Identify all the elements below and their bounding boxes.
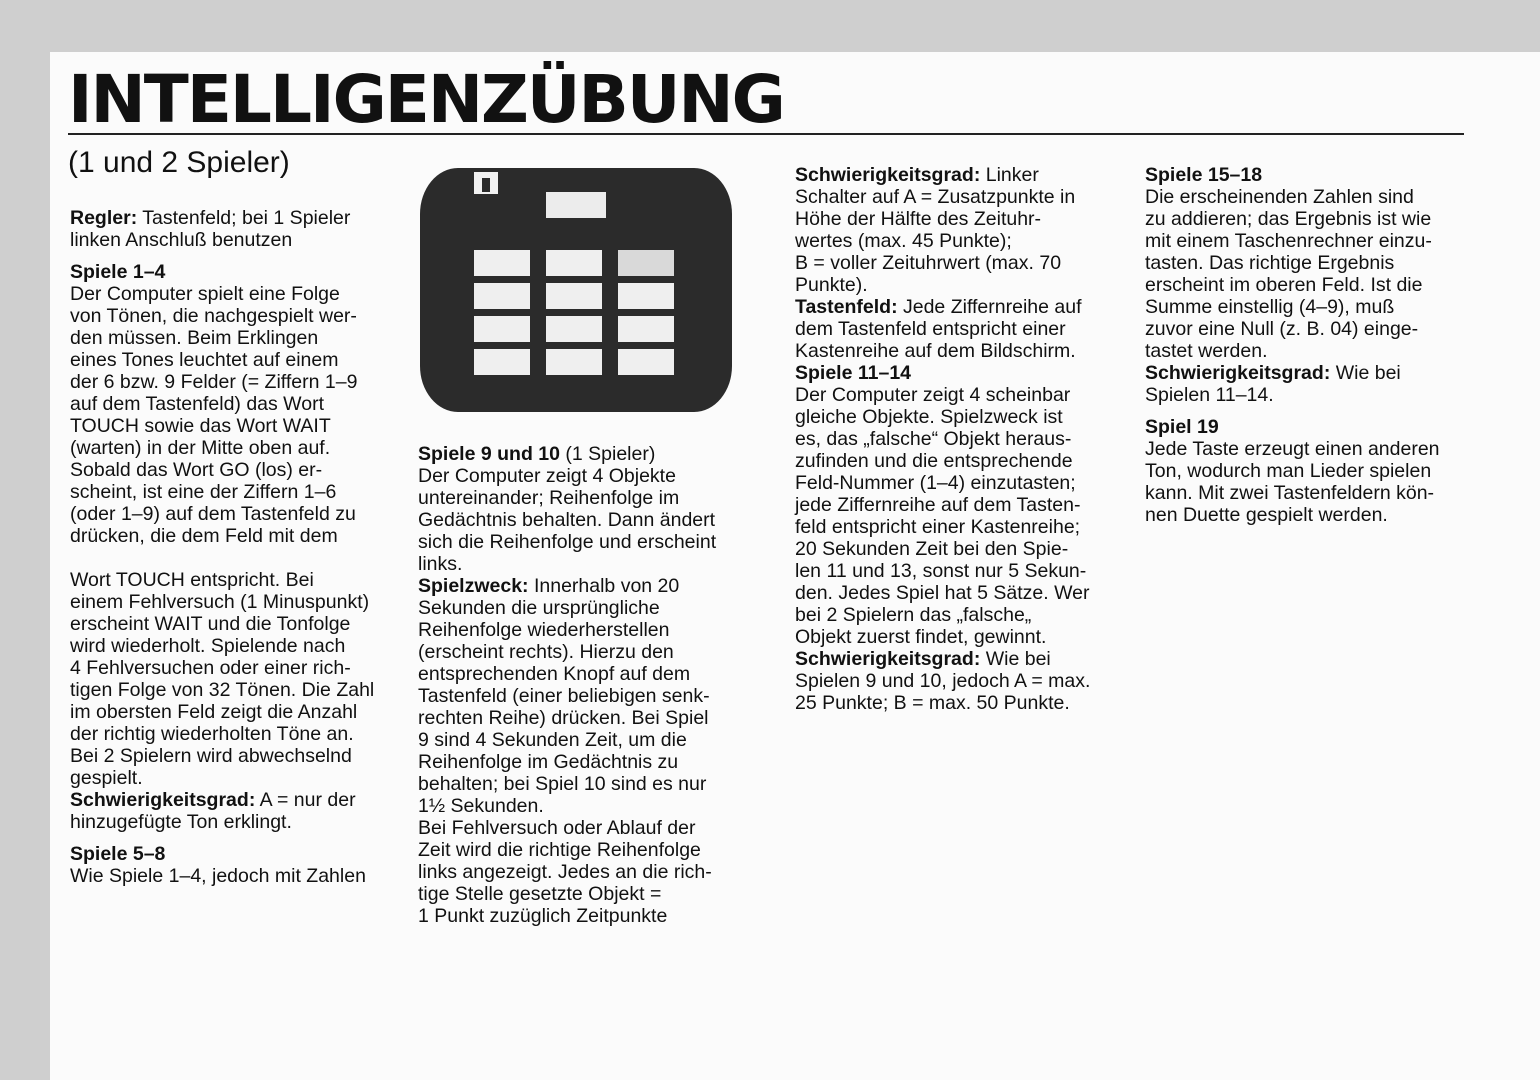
text-line (418, 597, 716, 619)
text-line (70, 635, 374, 657)
text-line (70, 525, 374, 547)
text-run: Die erscheinenden Zahlen sind (1145, 186, 1414, 208)
text-run: der richtig wiederholten Töne an. (70, 723, 354, 745)
field-cell (618, 349, 674, 375)
text-line (418, 509, 716, 531)
text-line (795, 208, 1090, 230)
text-run: Der Computer zeigt 4 scheinbar (795, 384, 1071, 406)
text-run: 25 Punkte; B = max. 50 Punkte. (795, 692, 1070, 714)
field-cell (546, 283, 602, 309)
text-line (418, 553, 716, 575)
text-run: erscheint WAIT und die Tonfolge (70, 613, 351, 635)
field-cell (474, 250, 530, 276)
text-line (70, 327, 374, 349)
field-cell (546, 250, 602, 276)
text-line (70, 657, 374, 679)
text-run: Summe einstellig (4–9), muß (1145, 296, 1395, 318)
text-line (418, 729, 716, 751)
text-line (70, 679, 374, 701)
text-line (418, 685, 716, 707)
text-line (795, 670, 1090, 692)
text-line (795, 186, 1090, 208)
field-cell (474, 283, 530, 309)
section-heading (70, 261, 374, 283)
text-line (70, 811, 374, 833)
field-cell (618, 283, 674, 309)
text-line (1145, 482, 1440, 504)
text-run: Linker (980, 164, 1039, 186)
text-line (418, 817, 716, 839)
text-line (418, 883, 716, 905)
text-line (70, 569, 374, 591)
text-run: 9 sind 4 Sekunden Zeit, um die (418, 729, 687, 751)
field-grid (474, 250, 678, 375)
bold-label: Schwierigkeitsgrad: (795, 164, 981, 186)
text-line (70, 865, 374, 887)
text-line (70, 503, 374, 525)
text-run: Innerhalb von 20 (528, 575, 680, 597)
text-line (1145, 208, 1440, 230)
text-line (1145, 340, 1440, 362)
text-line (70, 207, 374, 229)
text-line (70, 745, 374, 767)
text-run: Bei 2 Spielern wird abwechselnd (70, 745, 352, 767)
column-2 (418, 443, 716, 927)
text-run: Reihenfolge im Gedächtnis zu (418, 751, 679, 773)
text-run: links. (418, 553, 463, 575)
text-line (70, 789, 374, 811)
text-run: es, das „falsche“ Objekt heraus- (795, 428, 1072, 450)
text-run: kann. Mit zwei Tastenfeldern kön- (1145, 482, 1435, 504)
text-line (795, 384, 1090, 406)
text-line (795, 164, 1090, 186)
text-run: links angezeigt. Jedes an die rich- (418, 861, 712, 883)
text-line (1145, 318, 1440, 340)
text-run: tigen Folge von 32 Tönen. Die Zahl (70, 679, 375, 701)
text-run: untereinander; Reihenfolge im (418, 487, 680, 509)
text-line (795, 582, 1090, 604)
text-run: Feld-Nummer (1–4) einzutasten; (795, 472, 1076, 494)
text-line (70, 415, 374, 437)
bold-label: Spiele 15–18 (1145, 164, 1263, 186)
text-run: bei 2 Spielern das „falsche„ (795, 604, 1032, 626)
text-line (795, 560, 1090, 582)
top-field (546, 192, 606, 218)
bold-label: Spiel 19 (1145, 416, 1219, 438)
text-run: Schalter auf A = Zusatzpunkte in (795, 186, 1076, 208)
text-run: 1½ Sekunden. (418, 795, 544, 817)
text-run: Objekt zuerst findet, gewinnt. (795, 626, 1047, 648)
text-line (1145, 186, 1440, 208)
text-run: dem Tastenfeld entspricht einer (795, 318, 1066, 340)
text-run: (1 Spieler) (559, 443, 656, 465)
text-run: eines Tones leuchtet auf einem (70, 349, 339, 371)
text-run: Wort TOUCH entspricht. Bei (70, 569, 314, 591)
text-run: scheint, ist eine der Ziffern 1–6 (70, 481, 337, 503)
field-cell (618, 316, 674, 342)
text-line (1145, 362, 1440, 384)
bold-label: Tastenfeld: (795, 296, 898, 318)
text-line (795, 516, 1090, 538)
text-run: von Tönen, die nachgespielt wer- (70, 305, 357, 327)
section-heading (795, 362, 1090, 384)
text-line (1145, 504, 1440, 526)
text-run: im obersten Feld zeigt die Anzahl (70, 701, 358, 723)
text-run: den müssen. Beim Erklingen (70, 327, 319, 349)
text-line (70, 393, 374, 415)
text-run: Zeit wird die richtige Reihenfolge (418, 839, 701, 861)
section-heading (1145, 164, 1440, 186)
text-run: Tastenfeld; bei 1 Spieler (137, 207, 351, 229)
text-run: drücken, die dem Feld mit dem (70, 525, 338, 547)
text-line (1145, 438, 1440, 460)
text-line (795, 230, 1090, 252)
text-line (1145, 460, 1440, 482)
text-run: feld entspricht einer Kastenreihe; (795, 516, 1081, 538)
text-run: tige Stelle gesetzte Objekt = (418, 883, 662, 905)
text-run: Jede Ziffernreihe auf (897, 296, 1082, 318)
text-line (795, 604, 1090, 626)
text-run: (warten) in der Mitte oben auf. (70, 437, 331, 459)
text-line (1145, 296, 1440, 318)
text-line (1145, 274, 1440, 296)
bold-label: Regler: (70, 207, 138, 229)
text-run: wertes (max. 45 Punkte); (795, 230, 1012, 252)
text-run: len 11 und 13, sonst nur 5 Sekun- (795, 560, 1087, 582)
text-run: Der Computer zeigt 4 Objekte (418, 465, 676, 487)
text-line (418, 531, 716, 553)
text-run: Wie bei (980, 648, 1051, 670)
text-run: einem Fehlversuch (1 Minuspunkt) (70, 591, 370, 613)
text-run: zuvor eine Null (z. B. 04) einge- (1145, 318, 1419, 340)
text-run: erscheint im oberen Feld. Ist die (1145, 274, 1423, 296)
text-run: sich die Reihenfolge und erscheint (418, 531, 717, 553)
text-run: wird wiederholt. Spielende nach (70, 635, 346, 657)
section-heading (1145, 416, 1440, 438)
field-cell (546, 316, 602, 342)
text-line (418, 641, 716, 663)
text-run: zufinden und die entsprechende (795, 450, 1073, 472)
text-line (1145, 384, 1440, 406)
page-subtitle: (1 und 2 Spieler) (68, 146, 290, 179)
text-run: (oder 1–9) auf dem Tastenfeld zu (70, 503, 356, 525)
text-line (418, 905, 716, 927)
text-run: zu addieren; das Ergebnis ist wie (1145, 208, 1432, 230)
section-heading (70, 843, 374, 865)
text-line (418, 619, 716, 641)
text-line (70, 723, 374, 745)
text-line (795, 692, 1090, 714)
text-run: Sobald das Wort GO (los) er- (70, 459, 323, 481)
text-run: Wie bei (1330, 362, 1401, 384)
text-line (418, 751, 716, 773)
field-cell (474, 349, 530, 375)
text-run: TOUCH sowie das Wort WAIT (70, 415, 331, 437)
text-run: Sekunden die ursprüngliche (418, 597, 660, 619)
text-line (418, 773, 716, 795)
text-run: 4 Fehlversuchen oder einer rich- (70, 657, 351, 679)
text-run: Spielen 11–14. (1145, 384, 1274, 406)
text-line (795, 494, 1090, 516)
text-run: behalten; bei Spiel 10 sind es nur (418, 773, 707, 795)
tv-screen-icon (420, 168, 732, 412)
bold-label: Spiele 5–8 (70, 843, 166, 865)
text-line (795, 428, 1090, 450)
text-line (795, 450, 1090, 472)
text-run: Kastenreihe auf dem Bildschirm. (795, 340, 1076, 362)
text-run: linken Anschluß benutzen (70, 229, 293, 251)
text-run: Tastenfeld (einer beliebigen senk- (418, 685, 710, 707)
text-line (1145, 230, 1440, 252)
text-line (70, 767, 374, 789)
text-line (70, 305, 374, 327)
text-run: Ton, wodurch man Lieder spielen (1145, 460, 1432, 482)
text-line (795, 648, 1090, 670)
text-run: hinzugefügte Ton erklingt. (70, 811, 292, 833)
text-line (70, 613, 374, 635)
text-line (418, 861, 716, 883)
title-rule (68, 133, 1464, 135)
column-3 (795, 164, 1090, 714)
text-run: Spielen 9 und 10, jedoch A = max. (795, 670, 1091, 692)
text-line (70, 591, 374, 613)
text-run: Punkte). (795, 274, 868, 296)
text-line (418, 575, 716, 597)
text-run: nen Duette gespielt werden. (1145, 504, 1388, 526)
bold-label: Spiele 9 und 10 (418, 443, 560, 465)
text-line (70, 283, 374, 305)
bold-label: Spielzweck: (418, 575, 529, 597)
text-line (70, 481, 374, 503)
text-line (70, 459, 374, 481)
page-title: INTELLIGENZÜBUNG (68, 61, 784, 138)
text-run: Höhe der Hälfte des Zeituhr- (795, 208, 1042, 230)
text-line (418, 795, 716, 817)
text-run: jede Ziffernreihe auf dem Tasten- (795, 494, 1081, 516)
text-run: der 6 bzw. 9 Felder (= Ziffern 1–9 (70, 371, 358, 393)
text-line (418, 487, 716, 509)
text-run: mit einem Taschenrechner einzu- (1145, 230, 1432, 252)
text-run: Der Computer spielt eine Folge (70, 283, 340, 305)
text-run: tasten. Das richtige Ergebnis (1145, 252, 1395, 274)
text-run: B = voller Zeituhrwert (max. 70 (795, 252, 1062, 274)
text-line (795, 406, 1090, 428)
text-run: rechten Reihe) drücken. Bei Spiel (418, 707, 709, 729)
text-run: tastet werden. (1145, 340, 1268, 362)
text-line (795, 296, 1090, 318)
text-line (795, 318, 1090, 340)
column-1 (70, 207, 374, 887)
bold-label: Schwierigkeitsgrad: (1145, 362, 1331, 384)
text-line (795, 252, 1090, 274)
text-run: 1 Punkt zuzüglich Zeitpunkte (418, 905, 668, 927)
text-line (70, 437, 374, 459)
text-run: entsprechenden Knopf auf dem (418, 663, 691, 685)
bold-label: Spiele 1–4 (70, 261, 166, 283)
text-run: auf dem Tastenfeld) das Wort (70, 393, 324, 415)
text-line (70, 701, 374, 723)
text-run: Reihenfolge wiederherstellen (418, 619, 670, 641)
difficulty-indicator (474, 172, 498, 194)
text-line (418, 707, 716, 729)
text-line (795, 538, 1090, 560)
text-line (70, 371, 374, 393)
text-line (418, 663, 716, 685)
bold-label: Spiele 11–14 (795, 362, 912, 384)
text-run: den. Jedes Spiel hat 5 Sätze. Wer (795, 582, 1090, 604)
column-4 (1145, 164, 1440, 526)
field-cell (618, 250, 674, 276)
text-run: Wie Spiele 1–4, jedoch mit Zahlen (70, 865, 366, 887)
section-heading (418, 443, 716, 465)
text-run: gespielt. (70, 767, 143, 789)
text-line (418, 839, 716, 861)
text-line (795, 472, 1090, 494)
text-line (70, 229, 374, 251)
text-line (418, 465, 716, 487)
text-line (795, 626, 1090, 648)
text-run: Bei Fehlversuch oder Ablauf der (418, 817, 696, 839)
text-line (795, 340, 1090, 362)
text-line (795, 274, 1090, 296)
text-run: (erscheint rechts). Hierzu den (418, 641, 674, 663)
bold-label: Schwierigkeitsgrad: (795, 648, 981, 670)
text-run: Jede Taste erzeugt einen anderen (1145, 438, 1440, 460)
text-run: gleiche Objekte. Spielzweck ist (795, 406, 1063, 428)
text-run: 20 Sekunden Zeit bei den Spie- (795, 538, 1069, 560)
text-run: Gedächtnis behalten. Dann ändert (418, 509, 716, 531)
field-cell (546, 349, 602, 375)
text-run: A = nur der (255, 789, 356, 811)
field-cell (474, 316, 530, 342)
text-line (1145, 252, 1440, 274)
text-line (70, 349, 374, 371)
bold-label: Schwierigkeitsgrad: (70, 789, 256, 811)
